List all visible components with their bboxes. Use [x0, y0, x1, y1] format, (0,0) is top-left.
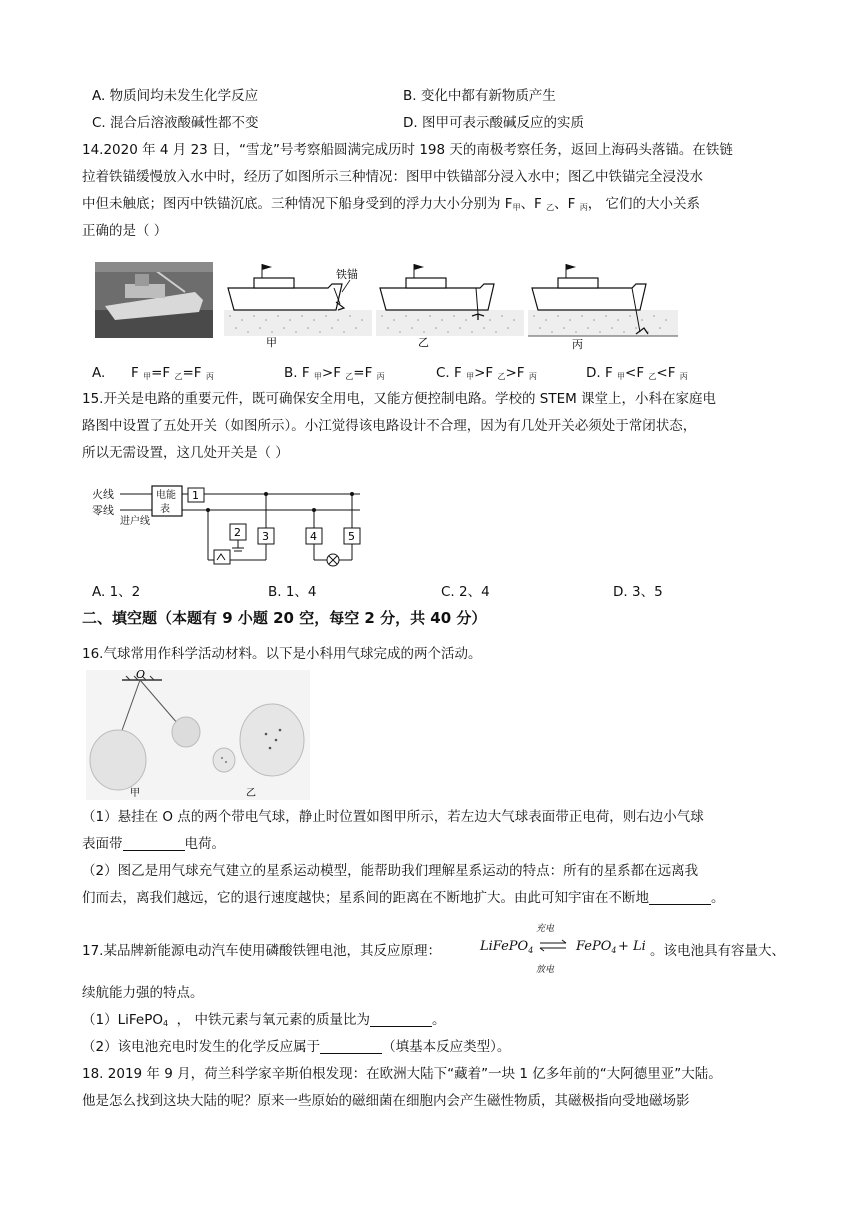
q14-option-d: D. F $_甲$<F $_乙$<F $_丙$ [586, 365, 688, 381]
label-fig-yi: 乙 [246, 788, 256, 799]
label-yi: 乙 [418, 336, 429, 349]
q14-text-line4: 正确的是（ ） [82, 223, 168, 239]
battery-equation [480, 920, 646, 984]
q16-part1-line2: 表面带 电荷。 [82, 836, 225, 852]
eq-fepo4: FePO$_4$ [576, 939, 617, 955]
q13-option-a: A. 物质间均未发生化学反应 [92, 88, 259, 104]
q17-blank-2[interactable] [320, 1039, 382, 1054]
q15-option-b: B. 1、4 [268, 584, 317, 600]
ship-diagram-jia [224, 262, 372, 356]
q16-part1-line1: （1）悬挂在 O 点的两个带电气球，静止时位置如图甲所示，若左边大气球表面带正电荷，则右边小气球 [82, 809, 704, 825]
q13-option-b: B. 变化中都有新物质产生 [403, 88, 556, 104]
label-meter-1: 电能 [156, 490, 176, 501]
switch-3-number: 3 [262, 530, 269, 543]
q15-option-d: D. 3、5 [613, 584, 663, 600]
q15-option-c: C. 2、4 [441, 584, 490, 600]
label-charge: 充电 [536, 924, 555, 934]
q18-line2: 他是怎么找到这块大陆的呢？原来一些原始的磁细菌在细胞内会产生磁性物质，其磁极指向受地磁场影 [82, 1093, 690, 1109]
q16-part2-line2: 们而去，离我们越远，它的退行速度越快；星系间的距离在不断地扩大。由此可知宇宙在不断地 。 [82, 890, 725, 906]
q16-blank-1[interactable] [123, 836, 185, 851]
ship-diagram-yi [376, 262, 524, 356]
q16-intro: 16.气球常用作科学活动材料。以下是小科用气球完成的两个活动。 [82, 646, 482, 662]
label-live-wire: 火线 [92, 488, 114, 501]
q17-part2: （2）该电池充电时发生的化学反应属于 （填基本反应类型）。 [82, 1039, 511, 1055]
q14-option-c: C. F $_甲$>F $_乙$>F $_丙$ [436, 365, 537, 381]
switch-2-number: 2 [234, 526, 241, 539]
section-2-title: 二、填空题（本题有 9 小题 20 空，每空 2 分，共 40 分） [82, 609, 487, 627]
q15-option-a: A. 1、2 [92, 584, 141, 600]
label-neutral-wire: 零线 [92, 504, 114, 517]
label-discharge: 放电 [536, 965, 555, 975]
ship-photo [95, 262, 213, 342]
q15-text-line3: 所以无需设置，这几处开关是（ ） [82, 445, 289, 461]
label-meter-2: 表 [160, 504, 170, 515]
label-jia: 甲 [266, 336, 277, 349]
q15-text-line2: 路图中设置了五处开关（如图所示）。小江觉得该电路设计不合理，因为有几处开关必须处于常闭状态， [82, 418, 697, 434]
q15-text-line1: 15.开关是电路的重要元件，既可确保安全用电，又能方便控制电路。学校的 STEM 课堂上，小科在家庭电 [82, 391, 717, 407]
switch-5-number: 5 [348, 530, 355, 543]
q13-option-d: D. 图甲可表示酸碱反应的实质 [403, 115, 584, 131]
switch-1-number: 1 [192, 489, 199, 502]
label-bing: 丙 [572, 338, 583, 351]
label-fig-jia: 甲 [130, 788, 140, 799]
q16-part2-line1: （2）图乙是用气球充气建立的星系运动模型，能帮助我们理解星系运动的特点：所有的星系都在远离我 [82, 863, 699, 879]
q14-text-line2: 拉着铁锚缓慢放入水中时，经历了如图所示三种情况：图甲中铁锚部分浸入水中；图乙中铁锚完全浸没水 [82, 169, 703, 185]
q17-blank-1[interactable] [370, 1012, 432, 1027]
q18-line1: 18. 2019 年 9 月，荷兰科学家辛斯伯根发现：在欧洲大陆下“藏着”一块 1 亿多年前的“大阿德里亚”大陆。 [82, 1066, 722, 1082]
q14-text-line3: 中但未触底；图丙中铁锚沉底。三种情况下船身受到的浮力大小分别为 $F_甲$、F $_乙$、F $_丙$， 它们的大小关系 [82, 196, 700, 212]
label-point-o: O [136, 668, 146, 681]
label-anchor: 铁锚 [336, 268, 358, 281]
eq-lifepo4: LiFePO$_4$ [480, 939, 534, 955]
q13-option-c: C. 混合后溶液酸碱性都不变 [92, 115, 259, 131]
q17-part1: （1）LiFePO$_4$ ， 中铁元素与氧元素的质量比为 。 [82, 1012, 446, 1028]
q14-option-a: A. F $_甲$=F $_乙$=F $_丙$ [92, 365, 214, 381]
circuit-diagram [90, 480, 370, 580]
ship-diagram-bing [528, 262, 678, 356]
eq-li: + Li [618, 939, 646, 954]
q14-text-line1: 14.2020 年 4 月 23 日，“雪龙”号考察船圆满完成历时 198 天的南极考察任务，返回上海码头落锚。在铁链 [82, 142, 733, 158]
q17-line1b: 。该电池具有容量大、 [650, 943, 785, 959]
q14-option-b: B. F $_甲$>F $_乙$=F $_丙$ [284, 365, 385, 381]
balloon-figure [86, 670, 310, 804]
q17-line2: 续航能力强的特点。 [82, 985, 204, 1001]
switch-4-number: 4 [310, 530, 317, 543]
label-service-line: 进户线 [120, 516, 150, 527]
q17-line1a: 17.某品牌新能源电动汽车使用磷酸铁锂电池，其反应原理： [82, 943, 441, 959]
q16-blank-2[interactable] [649, 890, 711, 905]
